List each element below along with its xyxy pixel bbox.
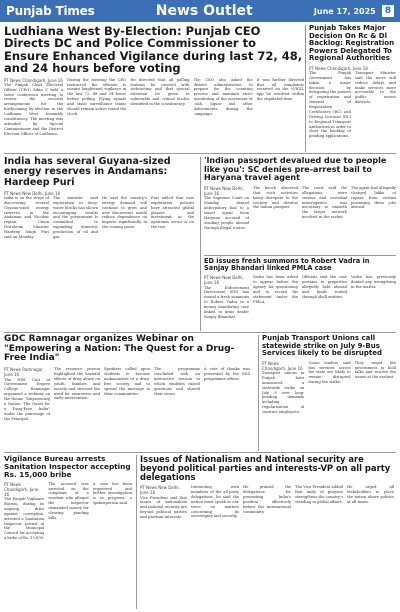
story-body: A vote of thanks was presented by the NSS programme officer.	[204, 367, 250, 381]
story-body: Interacting with members of the all-party delegations, he said the nation must speak in one voice on matters concerning its sovereignty and security.	[191, 485, 239, 519]
story-transport-unions	[262, 335, 396, 453]
story-body: The resource person highlighted the harmful effects of drug abuse on youth, families and society and stressed the need for awareness and early intervention.	[54, 367, 100, 401]
story-body: Speakers called upon students to become ambassadors of a drug-free society and to spread the message in their communities.	[104, 367, 150, 396]
story-headline: Punjab Takes Major Decision On Rc & Dl Backlog: Registration Powers Delegated To Regional Authorities	[309, 24, 395, 63]
story-body: Union leaders said bus services across the state are likely to remain disrupted during the strike.	[308, 360, 351, 385]
issue-date: June 17, 2025	[313, 6, 376, 16]
story-body: He praised the delegations for presenting India's position effectively before the international community.	[243, 485, 291, 514]
story-body: During the meeting the CEO instructed the officials to ensure heightened vigilance in the last 72, 48 and 24 hours before polling. Flying squads and static surveillance teams should remain active round the clock.	[67, 77, 127, 116]
story-gdc-ramnagar	[4, 335, 254, 464]
story-body: The Vice President added that unity of purpose strengthens the country's standing in global affairs.	[295, 485, 343, 504]
story-body: Transport Minister said the move will reduce delays and make services more accessible to the public across districts.	[355, 70, 396, 105]
page-number: 8	[382, 5, 394, 17]
story-byline: PT News Chandigarh, June 16	[309, 65, 368, 71]
story-body: The Punjab Vigilance Bureau, during its ongoing drive against corruption, arrested a Sanitation Inspector posted at the Municipal Council for accepting a bribe of Rs. 15,000.	[4, 497, 45, 541]
publication-logo: Punjab Times	[6, 4, 95, 18]
masthead	[0, 0, 400, 22]
story-body: The Punjab Chief Electoral Officer (CEO) Sibin C held a video conference meeting to review the security arrangements for the forthcoming by-election in the Ludhiana West Assembly constituency. The meeting was attended by Special Commissioner and the District Election Officer of Ludhiana.	[4, 82, 64, 136]
story-byline: PT News New Delhi, June 16	[140, 485, 180, 496]
story-body: The Punjab Government has taken a major decision by delegating the powers of registration and renewal of Registration Certificates (RC) and Driving Licences (DL) to Regional Transport Authorities in order to clear the backlog of pending applications.	[309, 70, 351, 139]
story-nationalism	[140, 455, 396, 608]
story-headline: 'Indian passport devalued due to people like you': SC denies pre-arrest bail to Haryana travel agent	[204, 156, 387, 183]
story-byline: PT News New Delhi, June 16	[4, 190, 61, 196]
story-headline: Ludhiana West By-Election: Punjab CEO Directs DC and Police Commissioner to Ensure Enhanced Vigilance during last 72, 48, and 24 hours before voting	[4, 24, 303, 76]
story-body: The Supreme Court on Monday denied anticipatory bail to a travel agent from Haryana accused of sending people abroad through illegal routes.	[204, 196, 249, 230]
story-body: The accused was arrested on the complaint of a resident who alleged the inspector demanded money for clearing pending bills.	[48, 481, 89, 520]
story-headline: ED issues fresh summons to Robert Vadra in Sanjay Bhandari linked PMLA case	[204, 257, 370, 273]
story-body: The NSS Unit of Government Degree College Ramnagar organized a webinar on the theme "Empowering a Nation: The Quest for a Drug-Free India" under the patronage of the Principal.	[4, 377, 50, 421]
story-body: Vice President said that issues of nationalism and national security are beyond political parties and partisan interests.	[140, 495, 187, 520]
story-byline: PT News New Delhi, June 16	[204, 185, 244, 197]
story-byline: PT News Chandigarh, June 16	[4, 77, 63, 83]
story-headline: Issues of Nationalism and National security are beyond political parties and interests-VP on all party delegations	[140, 454, 391, 483]
story-energy-reserves	[4, 157, 198, 348]
story-body: The minister said exploration in deep-water blocks has shown encouraging results and the government is committed to expanding domestic production of oil and gas.	[53, 195, 98, 239]
story-headline: India has several Guyana-sized energy reserves in Andamans: Hardeep Puri	[4, 156, 171, 188]
story-body: They urged the government to hold talks and resolve the issues at the earliest.	[354, 360, 396, 380]
story-body: The CEO also asked the district administration to prepare for the counting process and maintain strict monitoring of the movement of cash, liquor and other inducements during the campaign.	[193, 77, 253, 116]
section-title: News Outlet	[155, 3, 253, 19]
story-body: He said the country's energy demand will continue to grow and new discoveries would reduce dependence on imports significantly in the coming years.	[102, 195, 147, 230]
story-punjab-takes-major	[309, 25, 396, 149]
story-body: Puri added that new exploration policies have attracted global players and investment in the upstream sector is on the rise.	[151, 195, 194, 230]
story-body: The programme concluded with an interactive session in which students raised questions and shared their views.	[154, 367, 200, 396]
story-body: India is on the verge of discovering several Guyana-sized energy reserves in the Andaman and Nicobar region, Union Petroleum Minister Hardeep Singh Puri said on Monday.	[4, 195, 49, 239]
story-byline: PT News New Delhi, June 16	[204, 275, 244, 286]
story-byline: PT News Chandigarh, June 16	[262, 360, 303, 371]
story-body: The court said the allegations were serious and custodial interrogation was necessary to unearth the larger network involved in the racket.	[302, 185, 347, 220]
story-body: He directed that all polling stations be covered with webcasting and that special attention be given to vulnerable and critical booths identified in the constituency.	[130, 77, 190, 106]
story-body: The bench observed that such activities bring disrepute to the country and devalue the Indian passport.	[253, 185, 298, 210]
story-headline: GDC Ramnagar organizes Webinar on "Empowering a Nation: The Quest for a Drug-Free India"	[4, 334, 235, 364]
story-vigilance	[4, 455, 132, 612]
story-body: The Enforcement Directorate (ED) has issued a fresh summons to Robert Vadra in a money laundering case linked to arms dealer Sanjay Bhandari.	[204, 285, 249, 319]
story-byline: PT News Ramnagar, June 16	[4, 367, 45, 378]
story-byline: PT News Chandigarh, June 16	[4, 481, 39, 497]
story-body: Transport unions in Punjab have announced a statewide strike on July 9 over long-pending demands including regularisation of contract employees.	[262, 371, 305, 415]
story-body: Vadra has been asked to appear before the agency for questioning and to record his statement under the PMLA.	[253, 275, 298, 304]
story-body: He urged all stakeholders to place the nation above politics at all times.	[347, 485, 394, 504]
story-body: Vadra has previously denied any wrongdoing in the matter.	[351, 275, 396, 289]
story-headline: Vigilance Bureau arrests Sanitation Inspector accepting Rs. 15,000 bribe	[4, 454, 131, 479]
story-body: Officials said the case pertains to properties allegedly held abroad and funds routed through shell entities.	[302, 275, 347, 299]
story-body: A case has been registered and further investigation is in progress, a spokesperson said.	[92, 481, 132, 506]
story-headline: Punjab Transport Unions call statewide strike on July 9-Bus Services likely to be disrupted	[262, 334, 383, 358]
story-body: The agent had allegedly charged lakhs of rupees from victims promising them jobs abroad.	[351, 185, 396, 210]
date-and-page	[314, 5, 394, 17]
story-body: It was further directed that all complaints received on the cVIGIL app be resolved within the stipulated time.	[256, 77, 305, 102]
